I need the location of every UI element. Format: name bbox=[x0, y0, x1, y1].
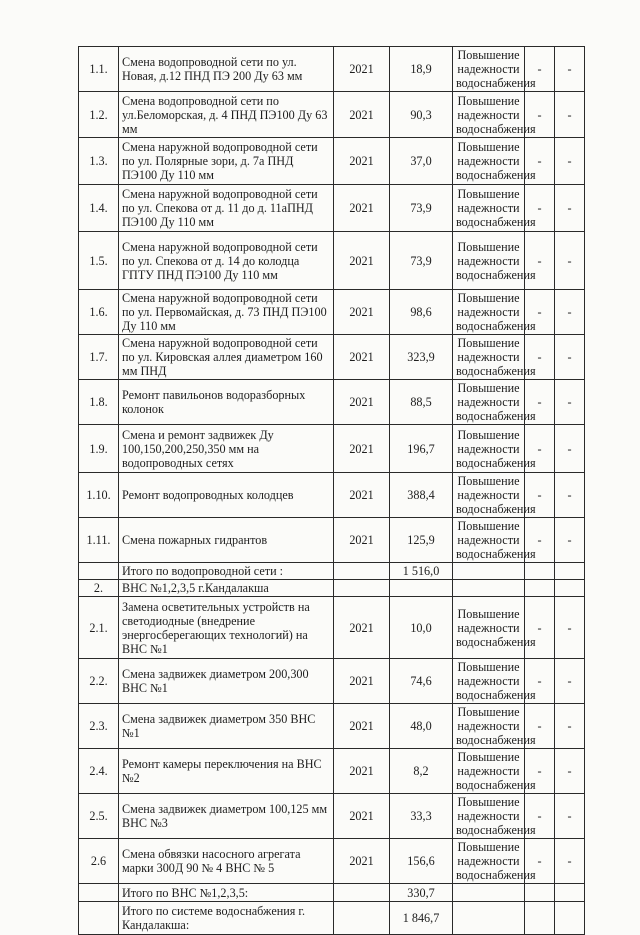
empty-cell bbox=[79, 563, 119, 580]
dash-cell: - bbox=[555, 185, 585, 232]
year-cell: 2021 bbox=[334, 704, 390, 749]
work-description: Ремонт павильонов водоразборных колонок bbox=[119, 380, 334, 425]
table-row bbox=[79, 92, 585, 138]
empty-cell bbox=[525, 563, 555, 580]
dash-cell: - bbox=[555, 425, 585, 473]
row-number: 2.2. bbox=[79, 659, 119, 704]
work-description: Смена наружной водопроводной сети по ул. Полярные зори, д. 7а ПНД ПЭ100 Ду 110 мм bbox=[119, 138, 334, 185]
year-cell: 2021 bbox=[334, 92, 390, 138]
grand-total-label: Итого по системе водоснабжения г. Кандалакша: bbox=[119, 902, 334, 935]
table-row bbox=[79, 704, 585, 749]
work-description: Ремонт камеры переключения на ВНС №2 bbox=[119, 749, 334, 794]
year-cell: 2021 bbox=[334, 232, 390, 290]
goal-cell: Повышение надежности водоснабжения bbox=[453, 473, 525, 518]
dash-cell: - bbox=[555, 749, 585, 794]
goal-cell: Повышение надежности водоснабжения bbox=[453, 47, 525, 92]
table-row bbox=[79, 232, 585, 290]
cost-cell: 98,6 bbox=[390, 290, 453, 335]
subtotal-row bbox=[79, 884, 585, 902]
row-number: 1.4. bbox=[79, 185, 119, 232]
goal-cell: Повышение надежности водоснабжения bbox=[453, 839, 525, 884]
subtotal-label: Итого по водопроводной сети : bbox=[119, 563, 334, 580]
row-number: 1.7. bbox=[79, 335, 119, 380]
dash-cell: - bbox=[555, 659, 585, 704]
cost-cell: 90,3 bbox=[390, 92, 453, 138]
goal-cell: Повышение надежности водоснабжения bbox=[453, 425, 525, 473]
dash-cell: - bbox=[525, 290, 555, 335]
section-title: ВНС №1,2,3,5 г.Кандалакша bbox=[119, 580, 334, 597]
table-row bbox=[79, 380, 585, 425]
dash-cell: - bbox=[525, 518, 555, 563]
empty-cell bbox=[525, 884, 555, 902]
subtotal-value: 330,7 bbox=[390, 884, 453, 902]
dash-cell: - bbox=[525, 839, 555, 884]
goal-cell: Повышение надежности водоснабжения bbox=[453, 138, 525, 185]
empty-cell bbox=[334, 884, 390, 902]
table-row bbox=[79, 659, 585, 704]
empty-cell bbox=[334, 902, 390, 935]
row-number: 2.6 bbox=[79, 839, 119, 884]
cost-cell: 196,7 bbox=[390, 425, 453, 473]
work-description: Смена задвижек диаметром 200,300 ВНС №1 bbox=[119, 659, 334, 704]
goal-cell: Повышение надежности водоснабжения bbox=[453, 232, 525, 290]
dash-cell: - bbox=[525, 138, 555, 185]
subtotal-label: Итого по ВНС №1,2,3,5: bbox=[119, 884, 334, 902]
work-description: Ремонт водопроводных колодцев bbox=[119, 473, 334, 518]
dash-cell: - bbox=[525, 597, 555, 659]
empty-cell bbox=[453, 884, 525, 902]
work-description: Смена задвижек диаметром 100,125 мм ВНС №3 bbox=[119, 794, 334, 839]
dash-cell: - bbox=[555, 794, 585, 839]
goal-cell: Повышение надежности водоснабжения bbox=[453, 380, 525, 425]
dash-cell: - bbox=[525, 704, 555, 749]
cost-cell: 8,2 bbox=[390, 749, 453, 794]
work-description: Смена обвязки насосного агрегата марки 300Д 90 № 4 ВНС № 5 bbox=[119, 839, 334, 884]
dash-cell: - bbox=[525, 47, 555, 92]
dash-cell: - bbox=[555, 597, 585, 659]
table-row bbox=[79, 425, 585, 473]
year-cell: 2021 bbox=[334, 335, 390, 380]
goal-cell: Повышение надежности водоснабжения bbox=[453, 185, 525, 232]
dash-cell: - bbox=[555, 518, 585, 563]
year-cell: 2021 bbox=[334, 839, 390, 884]
goal-cell: Повышение надежности водоснабжения bbox=[453, 518, 525, 563]
dash-cell: - bbox=[555, 704, 585, 749]
empty-cell bbox=[453, 902, 525, 935]
dash-cell: - bbox=[555, 380, 585, 425]
cost-cell: 388,4 bbox=[390, 473, 453, 518]
empty-cell bbox=[79, 902, 119, 935]
dash-cell: - bbox=[525, 659, 555, 704]
year-cell: 2021 bbox=[334, 659, 390, 704]
empty-cell bbox=[79, 884, 119, 902]
row-number: 1.2. bbox=[79, 92, 119, 138]
work-description: Смена и ремонт задвижек Ду 100,150,200,250,350 мм на водопроводных сетях bbox=[119, 425, 334, 473]
table-row bbox=[79, 473, 585, 518]
year-cell: 2021 bbox=[334, 185, 390, 232]
goal-cell: Повышение надежности водоснабжения bbox=[453, 335, 525, 380]
dash-cell: - bbox=[525, 232, 555, 290]
work-description: Замена осветительных устройств на светодиодные (внедрение энергосберегающих технологий) на ВНС №1 bbox=[119, 597, 334, 659]
goal-cell: Повышение надежности водоснабжения bbox=[453, 659, 525, 704]
dash-cell: - bbox=[555, 47, 585, 92]
year-cell: 2021 bbox=[334, 473, 390, 518]
dash-cell: - bbox=[525, 335, 555, 380]
empty-cell bbox=[334, 563, 390, 580]
row-number: 1.8. bbox=[79, 380, 119, 425]
dash-cell: - bbox=[555, 138, 585, 185]
work-description: Смена водопроводной сети по ул. Новая, д.12 ПНД ПЭ 200 Ду 63 мм bbox=[119, 47, 334, 92]
goal-cell: Повышение надежности водоснабжения bbox=[453, 597, 525, 659]
table-row bbox=[79, 597, 585, 659]
table-row bbox=[79, 138, 585, 185]
goal-cell: Повышение надежности водоснабжения bbox=[453, 794, 525, 839]
empty-cell bbox=[555, 580, 585, 597]
work-description: Смена пожарных гидрантов bbox=[119, 518, 334, 563]
cost-cell: 10,0 bbox=[390, 597, 453, 659]
grand-total-row bbox=[79, 902, 585, 935]
row-number: 2.4. bbox=[79, 749, 119, 794]
table-row bbox=[79, 185, 585, 232]
row-number: 2.1. bbox=[79, 597, 119, 659]
cost-cell: 88,5 bbox=[390, 380, 453, 425]
cost-cell: 125,9 bbox=[390, 518, 453, 563]
empty-cell bbox=[453, 563, 525, 580]
row-number: 1.11. bbox=[79, 518, 119, 563]
year-cell: 2021 bbox=[334, 794, 390, 839]
empty-cell bbox=[453, 580, 525, 597]
year-cell: 2021 bbox=[334, 290, 390, 335]
year-cell: 2021 bbox=[334, 518, 390, 563]
dash-cell: - bbox=[525, 92, 555, 138]
row-number: 1.10. bbox=[79, 473, 119, 518]
dash-cell: - bbox=[525, 473, 555, 518]
subtotal-value: 1 516,0 bbox=[390, 563, 453, 580]
dash-cell: - bbox=[525, 749, 555, 794]
table-row bbox=[79, 518, 585, 563]
grand-total-value: 1 846,7 bbox=[390, 902, 453, 935]
dash-cell: - bbox=[555, 290, 585, 335]
empty-cell bbox=[555, 884, 585, 902]
empty-cell bbox=[334, 580, 390, 597]
empty-cell bbox=[525, 902, 555, 935]
table-row bbox=[79, 335, 585, 380]
year-cell: 2021 bbox=[334, 749, 390, 794]
cost-cell: 74,6 bbox=[390, 659, 453, 704]
section-number: 2. bbox=[79, 580, 119, 597]
cost-cell: 48,0 bbox=[390, 704, 453, 749]
dash-cell: - bbox=[555, 232, 585, 290]
goal-cell: Повышение надежности водоснабжения bbox=[453, 92, 525, 138]
goal-cell: Повышение надежности водоснабжения bbox=[453, 704, 525, 749]
empty-cell bbox=[390, 580, 453, 597]
year-cell: 2021 bbox=[334, 380, 390, 425]
section-header-row bbox=[79, 580, 585, 597]
dash-cell: - bbox=[525, 185, 555, 232]
cost-cell: 73,9 bbox=[390, 232, 453, 290]
work-description: Смена наружной водопроводной сети по ул. Спекова от д. 11 до д. 11аПНД ПЭ100 Ду 110 мм bbox=[119, 185, 334, 232]
work-description: Смена задвижек диаметром 350 ВНС №1 bbox=[119, 704, 334, 749]
dash-cell: - bbox=[525, 425, 555, 473]
table-row bbox=[79, 749, 585, 794]
cost-cell: 73,9 bbox=[390, 185, 453, 232]
table-row bbox=[79, 839, 585, 884]
year-cell: 2021 bbox=[334, 425, 390, 473]
dash-cell: - bbox=[555, 92, 585, 138]
table-row bbox=[79, 47, 585, 92]
row-number: 1.6. bbox=[79, 290, 119, 335]
row-number: 1.9. bbox=[79, 425, 119, 473]
empty-cell bbox=[525, 580, 555, 597]
dash-cell: - bbox=[555, 839, 585, 884]
work-description: Смена водопроводной сети по ул.Беломорская, д. 4 ПНД ПЭ100 Ду 63 мм bbox=[119, 92, 334, 138]
dash-cell: - bbox=[555, 335, 585, 380]
work-description: Смена наружной водопроводной сети по ул. Спекова от д. 14 до колодца ГПТУ ПНД ПЭ100 Ду 110 мм bbox=[119, 232, 334, 290]
empty-cell bbox=[555, 902, 585, 935]
work-description: Смена наружной водопроводной сети по ул. Кировская аллея диаметром 160 мм ПНД bbox=[119, 335, 334, 380]
subtotal-row bbox=[79, 563, 585, 580]
cost-cell: 156,6 bbox=[390, 839, 453, 884]
cost-cell: 37,0 bbox=[390, 138, 453, 185]
dash-cell: - bbox=[525, 380, 555, 425]
cost-cell: 18,9 bbox=[390, 47, 453, 92]
year-cell: 2021 bbox=[334, 597, 390, 659]
dash-cell: - bbox=[555, 473, 585, 518]
cost-cell: 323,9 bbox=[390, 335, 453, 380]
goal-cell: Повышение надежности водоснабжения bbox=[453, 290, 525, 335]
goal-cell: Повышение надежности водоснабжения bbox=[453, 749, 525, 794]
works-table bbox=[78, 46, 585, 935]
row-number: 2.5. bbox=[79, 794, 119, 839]
cost-cell: 33,3 bbox=[390, 794, 453, 839]
row-number: 1.3. bbox=[79, 138, 119, 185]
row-number: 2.3. bbox=[79, 704, 119, 749]
empty-cell bbox=[555, 563, 585, 580]
dash-cell: - bbox=[525, 794, 555, 839]
row-number: 1.1. bbox=[79, 47, 119, 92]
year-cell: 2021 bbox=[334, 138, 390, 185]
table-row bbox=[79, 794, 585, 839]
row-number: 1.5. bbox=[79, 232, 119, 290]
year-cell: 2021 bbox=[334, 47, 390, 92]
work-description: Смена наружной водопроводной сети по ул. Первомайская, д. 73 ПНД ПЭ100 Ду 110 мм bbox=[119, 290, 334, 335]
table-row bbox=[79, 290, 585, 335]
